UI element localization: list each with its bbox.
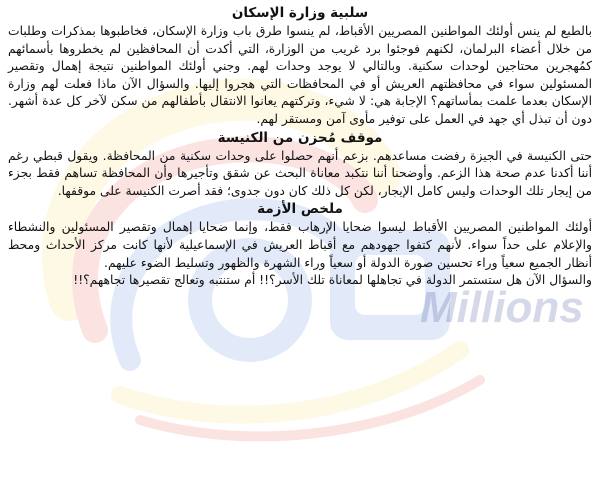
paragraph-housing-ministry: بالطبع لم ينس أولئك المواطنين المصريين الأقباط، لم ينسوا طرق باب وزارة الإسكان، فخاطبوها بمذكرات وطلبات من خلال أعضاء البرلمان، لكنهم فوجئوا برد غريب من الوزارة، التي أكدت أن المحافظين لم يخطروها بأسمائهم كمُهجرين محتاجين لوحدات سكنية. وبالتالي لا يوجد وحدات لهم. وجني أولئك المواطنين نتيجة إهمال وتقصير المسئولين سواء في محافظتهم العريش أو في المحافظات التي هجروا إليها. والسؤال الآن ماذا فعلت لهم وزارة الإسكان بعدما علمت بمأساتهم؟ الإجابة هي: لا شيء، وتركتهم يعانوا الانتقال بأطفالهم من سكن لآخر كل عدة أشهر. دون أن تبذل أي جهد في العمل على توفير مأوى آمن ومستقر لهم. — [8, 24, 592, 126]
svg-text:Millions: Millions — [420, 283, 584, 332]
section-heading-housing-ministry: سلبية وزارة الإسكان — [231, 5, 369, 21]
article-body — [8, 4, 592, 290]
paragraph-closing-question: والسؤال الآن هل ستستمر الدولة في تجاهلها لمعاناة تلك الأسر؟!! أم ستنتبه وتعالج تقصيرها تجاههم؟!! — [73, 273, 592, 288]
paragraph-crisis-summary: أولئك المواطنين المصريين الأقباط ليسوا ضحايا الإرهاب فقط، وإنما ضحايا إهمال وتقصير المسئولين والنشطاء والإعلام على حداً سواء. لأنهم كتفوا جهودهم مع أقباط العريش في الإسماعيلية لأنها كانت مركز الأحداث ومحط أنظار الجميع سعياً وراء تحسين صورة الدولة أو سعياً وراء الشهرة والظهور وتسليط الضوء عليهم. — [8, 220, 592, 270]
section-heading-crisis-summary: ملخص الأزمة — [257, 201, 343, 218]
paragraph-church-stance: حتى الكنيسة في الجيزة رفضت مساعدهم. بزعم أنهم حصلوا على وحدات سكنية من المحافظة. ويقول قبطي رغم أننا أكدنا عدم صحة هذا الزعم. وأوضحنا أننا نتكبد معاناة البحث عن شقق وتأجيرها وأن المحافظة تساهم فقط بجزء من إيجار تلك الوحدات وليس كامل الإيجار، لكن كل ذلك كان دون جدوى؛ فقد أصرت الكنيسة على موقفها. — [8, 148, 592, 198]
section-heading-church-stance: موقف مُحزن من الكنيسة — [217, 129, 383, 146]
